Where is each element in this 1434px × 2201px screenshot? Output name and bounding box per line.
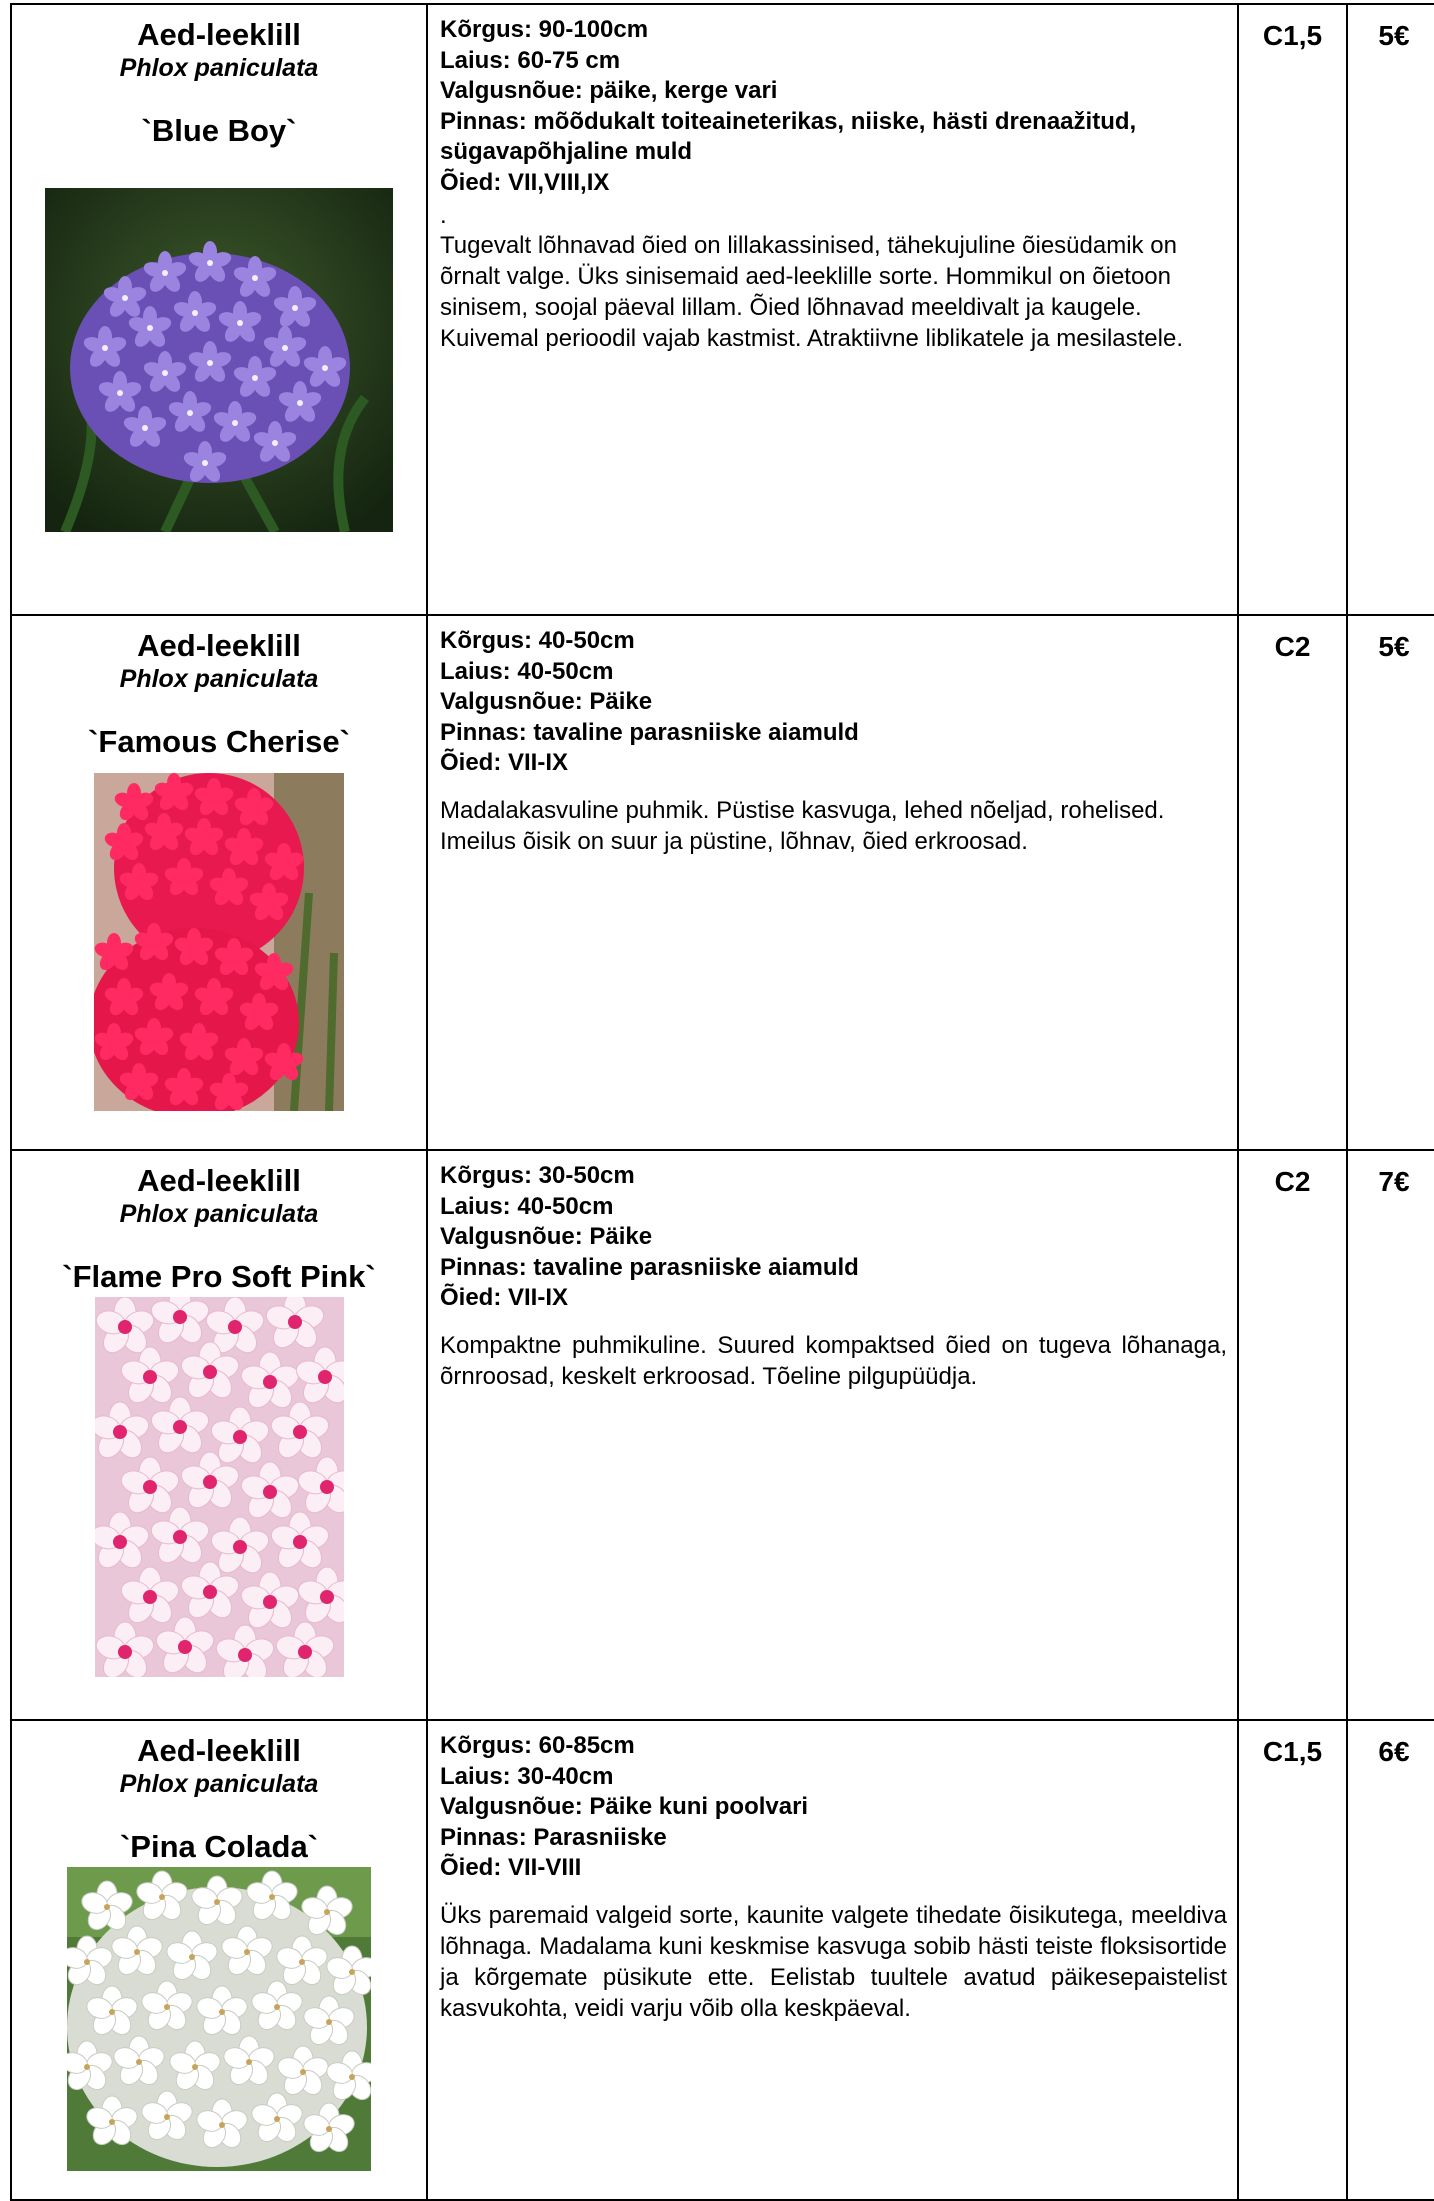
separator-text: . bbox=[440, 202, 447, 229]
price: 6€ bbox=[1347, 1720, 1434, 2200]
spec-light: Valgusnõue: Päike bbox=[440, 688, 653, 715]
plant-catalog-table bbox=[10, 3, 1434, 2201]
spec-bloom: Õied: VII-VIII bbox=[440, 1854, 582, 1881]
spec-bloom: Õied: VII-IX bbox=[440, 749, 569, 776]
spec-light: Valgusnõue: Päike kuni poolvari bbox=[440, 1793, 809, 1820]
common-name: Aed-leeklill bbox=[137, 17, 301, 52]
cultivar-name: `Blue Boy` bbox=[141, 113, 297, 148]
spec-soil: Pinnas: tavaline parasniiske aiamuld bbox=[440, 718, 859, 746]
pot-size: C2 bbox=[1238, 615, 1347, 1150]
cultivar-name: `Famous Cherise` bbox=[88, 724, 350, 759]
spec-soil: Pinnas: Parasniiske bbox=[440, 1823, 667, 1851]
spec-soil: Pinnas: tavaline parasniiske aiamuld bbox=[440, 1253, 859, 1281]
description-text: Tugevalt lõhnavad õied on lillakassinised, tähekujuline õiesüdamik on õrnalt valge. Üks sinisemaid aed-leeklille sorte. Hommikul on õietoon sinisem, soojal päeval lillam. Õied lõhnavad meeldivalt ja kaugele. Kuivemal perioodil vajab kastmist. Atraktiivne liblikatele ja mesilastele. bbox=[440, 232, 1183, 352]
product-description-cell bbox=[427, 1720, 1238, 2200]
price: 5€ bbox=[1347, 615, 1434, 1150]
spec-width: Laius: 30-40cm bbox=[440, 1762, 614, 1790]
common-name: Aed-leeklill bbox=[137, 1163, 301, 1198]
product-row bbox=[11, 4, 1434, 615]
product-name-cell bbox=[11, 1720, 427, 2200]
spec-soil: Pinnas: mõõdukalt toiteaineterikas, niiske, hästi drenaažitud, sügavapõhjaline muld bbox=[440, 107, 1137, 165]
cultivar-name: `Flame Pro Soft Pink` bbox=[62, 1259, 376, 1294]
spec-width: Laius: 60-75 cm bbox=[440, 46, 621, 74]
spec-height: Kõrgus: 30-50cm bbox=[440, 1162, 635, 1189]
cultivar-name: `Pina Colada` bbox=[119, 1829, 319, 1864]
product-name-cell bbox=[11, 4, 427, 615]
common-name: Aed-leeklill bbox=[137, 628, 301, 663]
soft-pink-phlox-photo bbox=[95, 1297, 344, 1677]
spec-bloom: Õied: VII,VIII,IX bbox=[440, 168, 610, 196]
latin-name: Phlox paniculata bbox=[119, 1770, 319, 1798]
product-name-cell bbox=[11, 1150, 427, 1720]
product-name-cell bbox=[11, 615, 427, 1150]
price: 7€ bbox=[1347, 1150, 1434, 1720]
latin-name: Phlox paniculata bbox=[119, 54, 319, 82]
purple-phlox-photo bbox=[45, 188, 393, 532]
spec-height: Kõrgus: 60-85cm bbox=[440, 1732, 635, 1759]
pot-size: C2 bbox=[1238, 1150, 1347, 1720]
spec-width: Laius: 40-50cm bbox=[440, 1192, 614, 1220]
description-text: Madalakasvuline puhmik. Püstise kasvuga, lehed nõeljad, rohelised. Imeilus õisik on suur ja püstine, lõhnav, õied erkroosad. bbox=[440, 796, 1165, 855]
spec-light: Valgusnõue: Päike bbox=[440, 1223, 653, 1250]
product-description-cell bbox=[427, 4, 1238, 615]
description-text: Kompaktne puhmikuline. Suured kompaktsed õied on tugeva lõhanaga, õrnroosad, keskelt erkroosad. Tõeline pilgupüüdja. bbox=[440, 1331, 1227, 1390]
product-row bbox=[11, 1150, 1434, 1720]
spec-height: Kõrgus: 40-50cm bbox=[440, 627, 635, 654]
product-description-cell bbox=[427, 615, 1238, 1150]
cherry-pink-phlox-photo bbox=[94, 773, 344, 1111]
product-row bbox=[11, 615, 1434, 1150]
pot-size: C1,5 bbox=[1238, 1720, 1347, 2200]
spec-light: Valgusnõue: päike, kerge vari bbox=[440, 77, 778, 104]
common-name: Aed-leeklill bbox=[137, 1733, 301, 1768]
description-text: Üks paremaid valgeid sorte, kaunite valgete tihedate õisikutega, meeldiva lõhnaga. Madalama kuni keskmise kasvuga sobib hästi teiste floksisortide ja kõrgemate püsikute ette. Eelistab tuultele avatud päikesepaistelist kasvukohta, veidi varju võib olla keskpäeval. bbox=[440, 1901, 1227, 2022]
spec-height: Kõrgus: 90-100cm bbox=[440, 16, 649, 43]
spec-width: Laius: 40-50cm bbox=[440, 657, 614, 685]
latin-name: Phlox paniculata bbox=[119, 665, 319, 693]
latin-name: Phlox paniculata bbox=[119, 1200, 319, 1228]
product-description-cell bbox=[427, 1150, 1238, 1720]
pot-size: C1,5 bbox=[1238, 4, 1347, 615]
white-phlox-photo bbox=[67, 1867, 371, 2171]
price: 5€ bbox=[1347, 4, 1434, 615]
product-row bbox=[11, 1720, 1434, 2200]
spec-bloom: Õied: VII-IX bbox=[440, 1284, 569, 1311]
